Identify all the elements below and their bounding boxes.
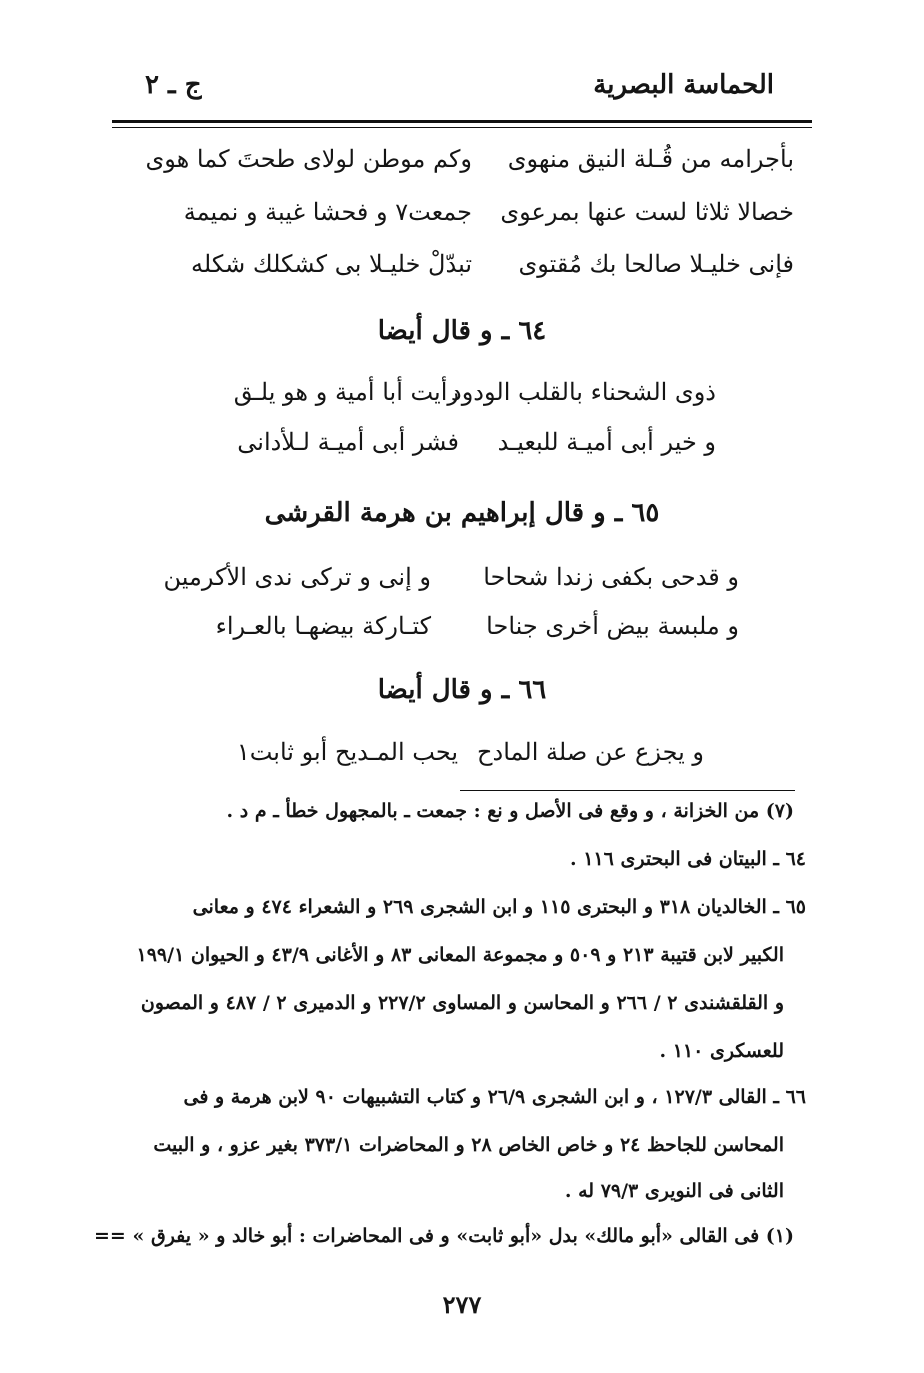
section-title: ٦٦ ـ و قال أيضا [377,675,547,705]
verse-second-hemistich: و قدحى بكفى زندا شحاحا [483,563,739,591]
volume-label: ج ـ ٢ [145,70,202,100]
footnote-7: (٧) من الخزانة ، و وقع فى الأصل و نع : جمعت ـ بالمجهول خطأ ـ م د . [226,800,794,822]
verse-second-hemistich: بأجرامه من قُـلة النيق منهوى [507,145,794,173]
verse-second-hemistich: ذوى الشحناء بالقلب الودود [451,378,716,406]
verse-second-hemistich: و ملبسة بيض أخرى جناحا [486,612,739,640]
footnote-1: (١) فى القالى «أبو مالك» بدل «أبو ثابت» و فى المحاضرات : أبو خالد و « يفرق » == [94,1225,794,1247]
footnote-64: ٦٤ ـ البيتان فى البحترى ١١٦ . [569,848,806,870]
footnote-66-line: ٦٦ ـ القالى ١٢٧/٣ ، و ابن الشجرى ٢٦/٩ و كتاب التشبيهات ٩٠ لابن هرمة و فى [183,1086,806,1108]
footnote-66-line: المحاسن للجاحظ ٢٤ و خاص الخاص ٢٨ و المحاضرات ٣٧٣/١ بغير عزو ، و البيت [153,1134,784,1156]
footnote-66-line: الثانى فى النويرى ٧٩/٣ له . [564,1180,784,1202]
footnote-65-line: للعسكرى ١١٠ . [659,1040,784,1062]
verse-first-hemistich: جمعت٧ و فحشا غيبة و نميمة [183,198,472,226]
section-title: ٦٥ ـ و قال إبراهيم بن هرمة القرشى [264,498,660,528]
verse-second-hemistich: فإنى خليـلا صالحا بك مُقتوى [518,250,794,278]
verse-first-hemistich: كتـاركة بيضهـا بالعـراء [215,612,431,640]
verse-second-hemistich: خصالا ثلاثا لست عنها بمرعوى [500,198,794,226]
book-title: الحماسة البصرية [593,70,774,100]
verse-second-hemistich: و يجزع عن صلة المادح [477,738,704,766]
verse-second-hemistich: و خير أبى أميـة للبعيـد [497,428,716,456]
verse-first-hemistich: رأيت أبا أمية و هو يلـق [233,378,459,406]
verse-first-hemistich: يحب المـديح أبو ثابت١ [236,738,458,766]
section-title: ٦٤ ـ و قال أيضا [377,316,547,346]
page-number: ٢٧٧ [442,1290,482,1319]
header-rule [112,120,812,123]
verse-first-hemistich: فشر أبى أميـة لـلأدانى [237,428,459,456]
header-rule-thin [112,127,812,128]
footnote-rule [460,790,795,791]
verse-first-hemistich: تبدّلْ خليـلا بى كشكلك شكله [191,250,472,278]
footnote-65-line: الكبير لابن قتيبة ٢١٣ و ٥٠٩ و مجموعة المعانى ٨٣ و الأغانى ٤٣/٩ و الحيوان ١٩٩/١ [136,944,784,966]
footnote-65-line: و القلقشندى ٢ / ٢٦٦ و المحاسن و المساوى ٢٢٧/٢ و الدميرى ٢ / ٤٨٧ و المصون [140,992,784,1014]
verse-first-hemistich: وكم موطن لولاى طحتَ كما هوى [145,145,472,173]
footnote-65-line: ٦٥ ـ الخالديان ٣١٨ و البحترى ١١٥ و ابن الشجرى ٢٦٩ و الشعراء ٤٧٤ و معانى [192,896,806,918]
verse-first-hemistich: و إنى و تركى ندى الأكرمين [163,563,431,591]
